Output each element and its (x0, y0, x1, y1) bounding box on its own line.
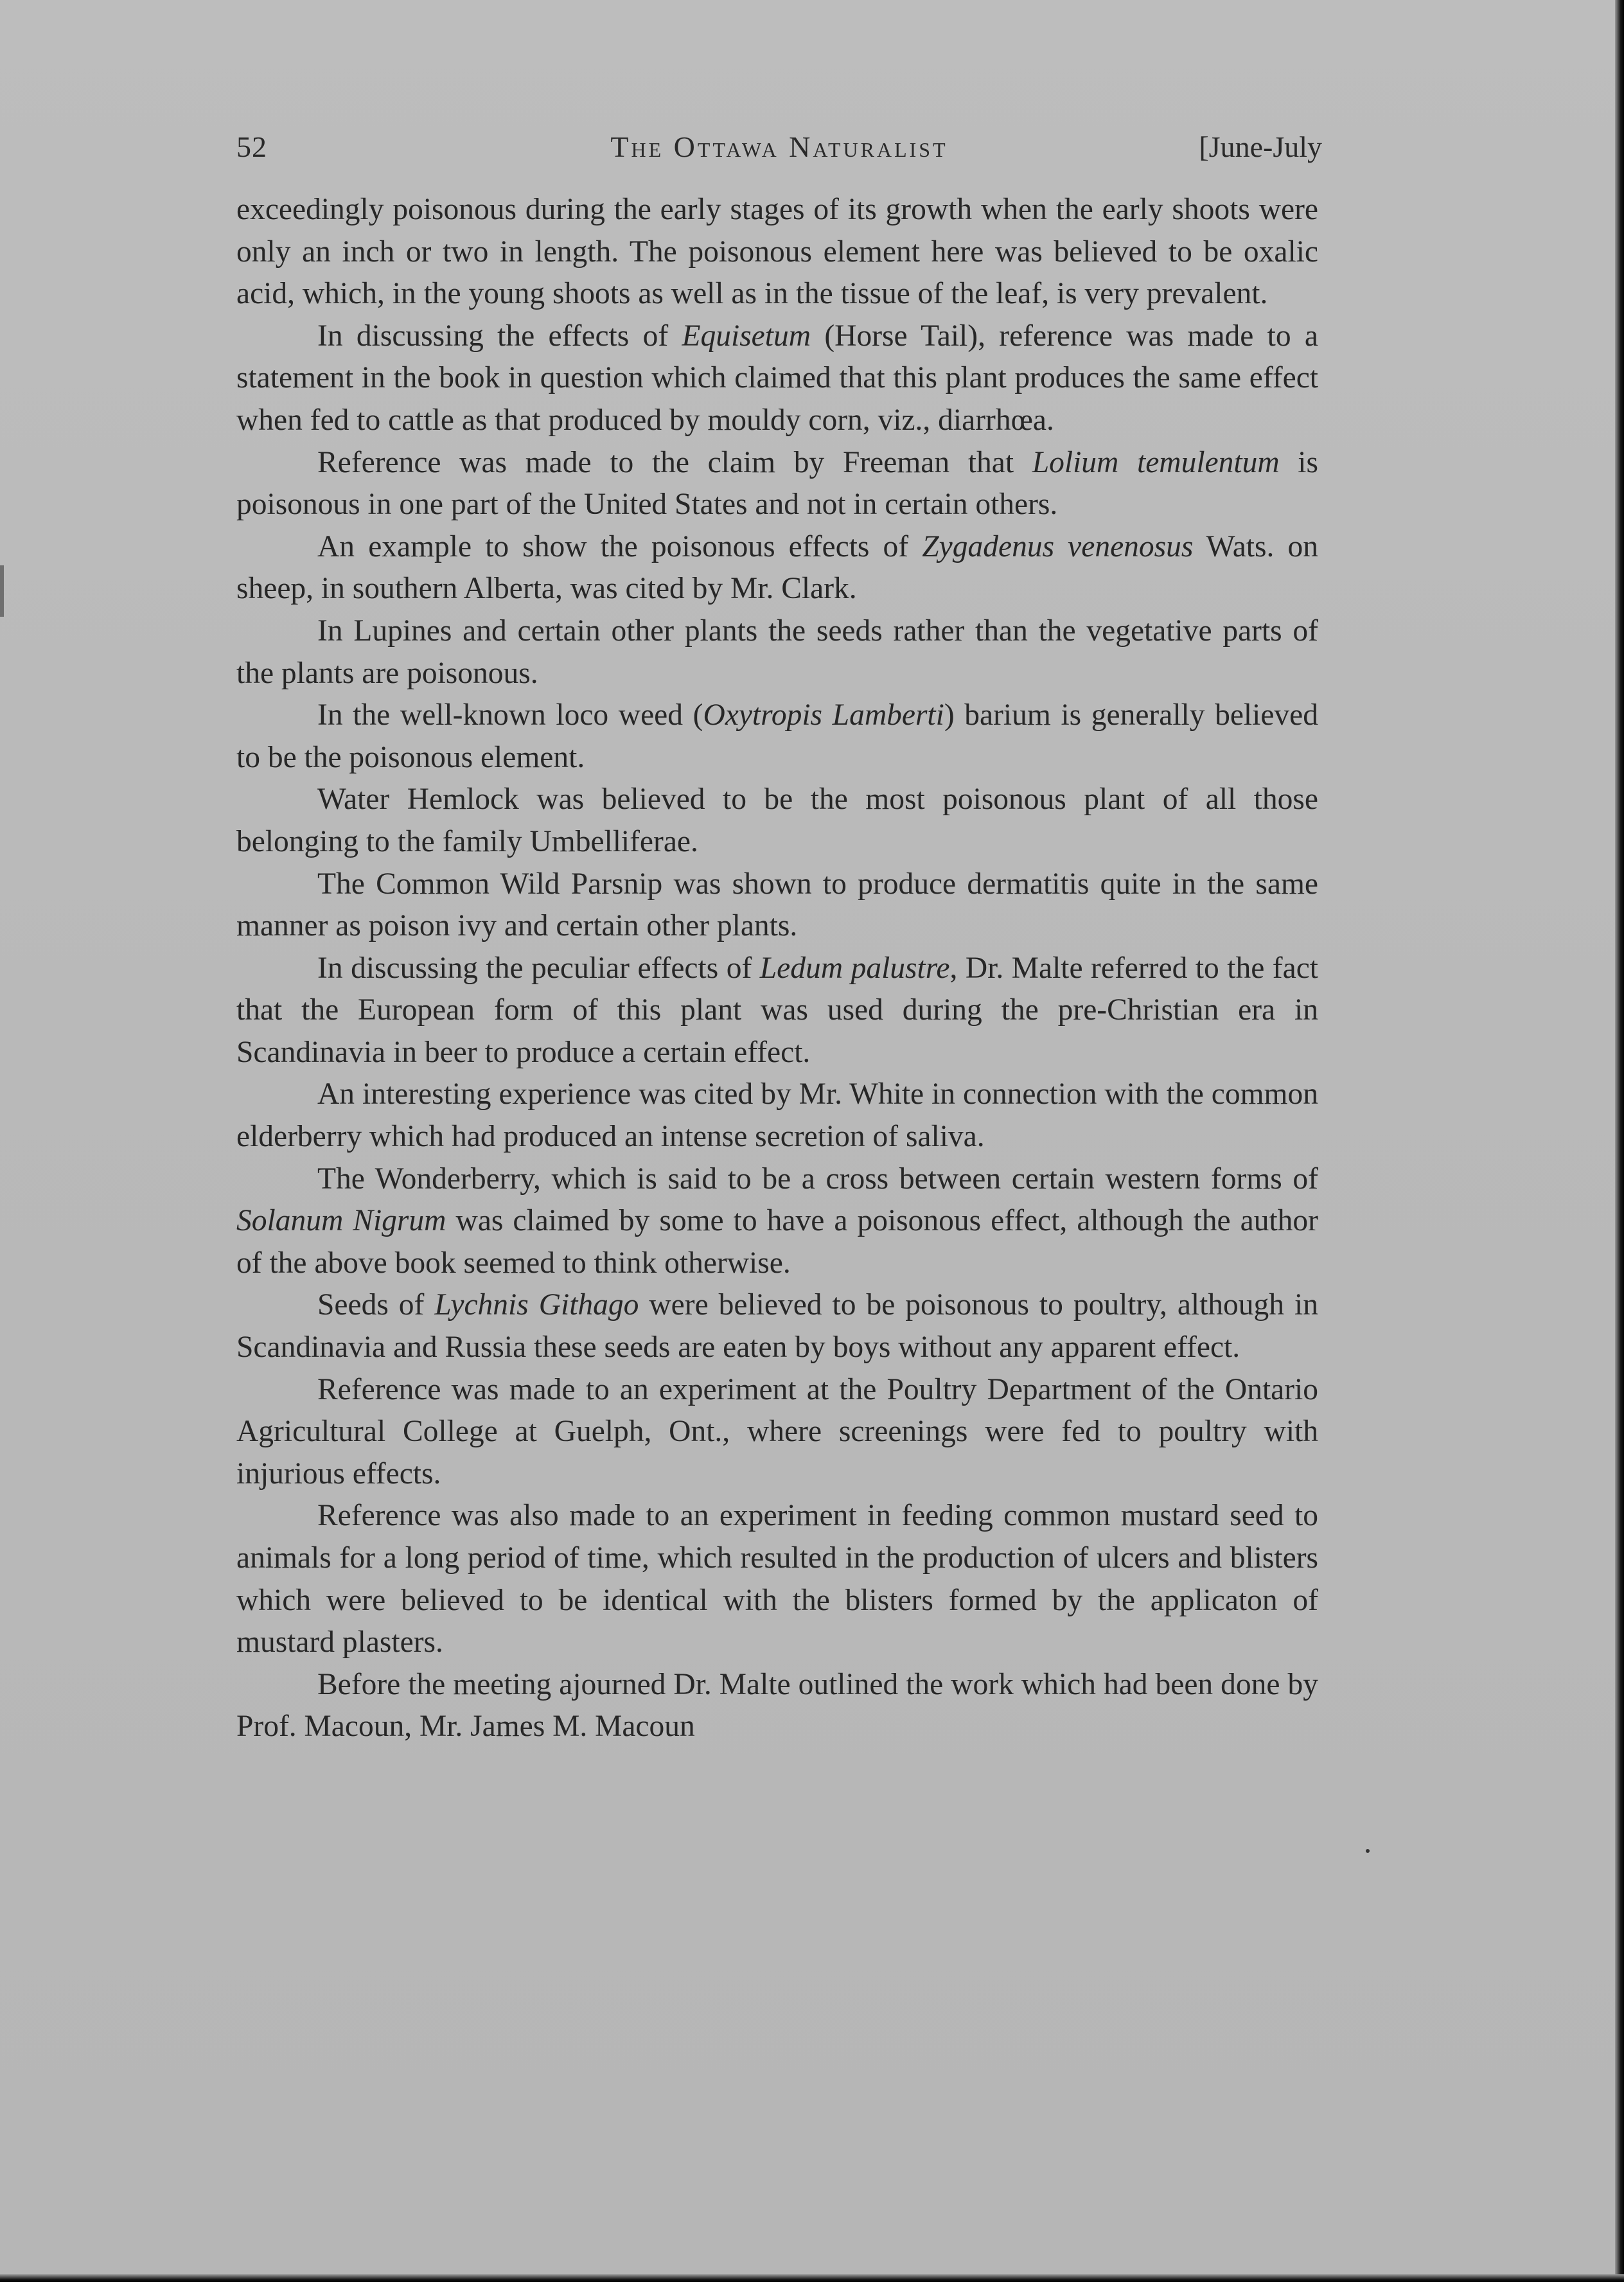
italic-taxon-name: Oxytropis Lamberti (703, 698, 944, 732)
running-title: The Ottawa Naturalist (610, 130, 948, 163)
paragraph-text: The Common Wild Parsnip was shown to produce dermatitis quite in the same manner as poison ivy and certain other plants. (236, 867, 1318, 943)
italic-taxon-name: Lolium temulentum (1032, 445, 1280, 479)
running-header (236, 130, 1322, 168)
scan-bottom-edge (0, 2274, 1624, 2282)
paragraph (236, 610, 1318, 694)
paragraph-text: Seeds of (317, 1288, 435, 1322)
italic-taxon-name: Ledum palustre (759, 951, 950, 985)
paragraph (236, 1369, 1318, 1496)
article-body (236, 189, 1318, 1748)
paragraph (236, 1495, 1318, 1663)
italic-taxon-name: Solanum Nigrum (236, 1204, 446, 1238)
paragraph-text: ) barium is generally believed to be the poisonous element. (236, 698, 1318, 774)
paragraph (236, 1284, 1318, 1368)
paragraph-text: In the well-known loco weed ( (317, 698, 703, 732)
paragraph-text: Reference was made to an experiment at the Poultry Department of the Ontario Agricultural College at Guelph, Ont., where screenings were fed to poultry with injurious effects. (236, 1372, 1318, 1490)
paragraph-text: In Lupines and certain other plants the seeds rather than the vegetative parts of the plants are poisonous. (236, 614, 1318, 690)
paragraph-text: Before the meeting ajourned Dr. Malte outlined the work which had been done by Prof. Macoun, Mr. James M. Macoun (236, 1667, 1318, 1744)
paragraph-text: is poisonous in one part of the United States and not in certain others. (236, 445, 1318, 522)
paragraph (236, 526, 1318, 610)
paragraph-text: The Wonderberry, which is said to be a cross between certain western forms of (317, 1162, 1318, 1196)
italic-taxon-name: Zygadenus venenosus (922, 529, 1194, 563)
paragraph-text: Reference was also made to an experiment in feeding common mustard seed to animals for a long period of time, which resulted in the production of ulcers and blisters which were believed to be identical with the blisters formed by the applicaton of mustard plasters. (236, 1499, 1318, 1659)
paragraph (236, 1664, 1318, 1748)
scan-edge-mark (0, 565, 4, 617)
paragraph (236, 779, 1318, 863)
paragraph (236, 442, 1318, 526)
paragraph-text: Wats. on sheep, in southern Alberta, was cited by Mr. Clark. (236, 529, 1318, 606)
paragraph (236, 863, 1318, 948)
paragraph-text: An interesting experience was cited by Mr. White in connection with the common elderberry which had produced an intense secretion of saliva. (236, 1077, 1318, 1154)
paragraph-text: In discussing the effects of (317, 319, 682, 353)
paragraph (236, 1074, 1318, 1158)
paragraph-text: Water Hemlock was believed to be the most poisonous plant of all those belonging to the family Umbelliferae. (236, 783, 1318, 858)
paragraph-text: (Horse Tail), reference was made to a statement in the book in question which claimed that this plant produces the same effect when fed to cattle as that produced by mouldy corn, viz., diarrhœa. (236, 319, 1318, 437)
paragraph-text: exceedingly poisonous during the early stages of its growth when the early shoots were only an inch or two in length. The poisonous element here was believed to be oxalic acid, which, in the young shoots as well as in the tissue of the leaf, is very prevalent. (236, 193, 1318, 311)
paragraph-text: was claimed by some to have a poisonous effect, although the author of the above book seemed to think otherwise. (236, 1204, 1318, 1280)
paragraph (236, 315, 1318, 442)
scan-right-edge (1615, 0, 1624, 2282)
italic-taxon-name: Lychnis Githago (434, 1288, 639, 1322)
paragraph (236, 189, 1318, 315)
paragraph-text: In discussing the peculiar effects of (317, 951, 760, 985)
italic-taxon-name: Equisetum (682, 319, 811, 353)
scan-speck (1366, 1849, 1370, 1853)
paragraph (236, 694, 1318, 779)
page-number: 52 (236, 130, 267, 163)
paragraph (236, 948, 1318, 1074)
paragraph-text: An example to show the poisonous effects of (317, 529, 922, 563)
paragraph-text: were believed to be poisonous to poultry, although in Scandinavia and Russia these seeds are eaten by boys without any apparent effect. (236, 1288, 1318, 1365)
paragraph (236, 1158, 1318, 1285)
paragraph-text: , Dr. Malte referred to the fact that the European form of this plant was used during the pre-Christian era in Scandinavia in beer to produce a certain effect. (236, 951, 1318, 1069)
issue-date: [June-July (1199, 130, 1322, 163)
paragraph-text: Reference was made to the claim by Freeman that (317, 445, 1032, 479)
